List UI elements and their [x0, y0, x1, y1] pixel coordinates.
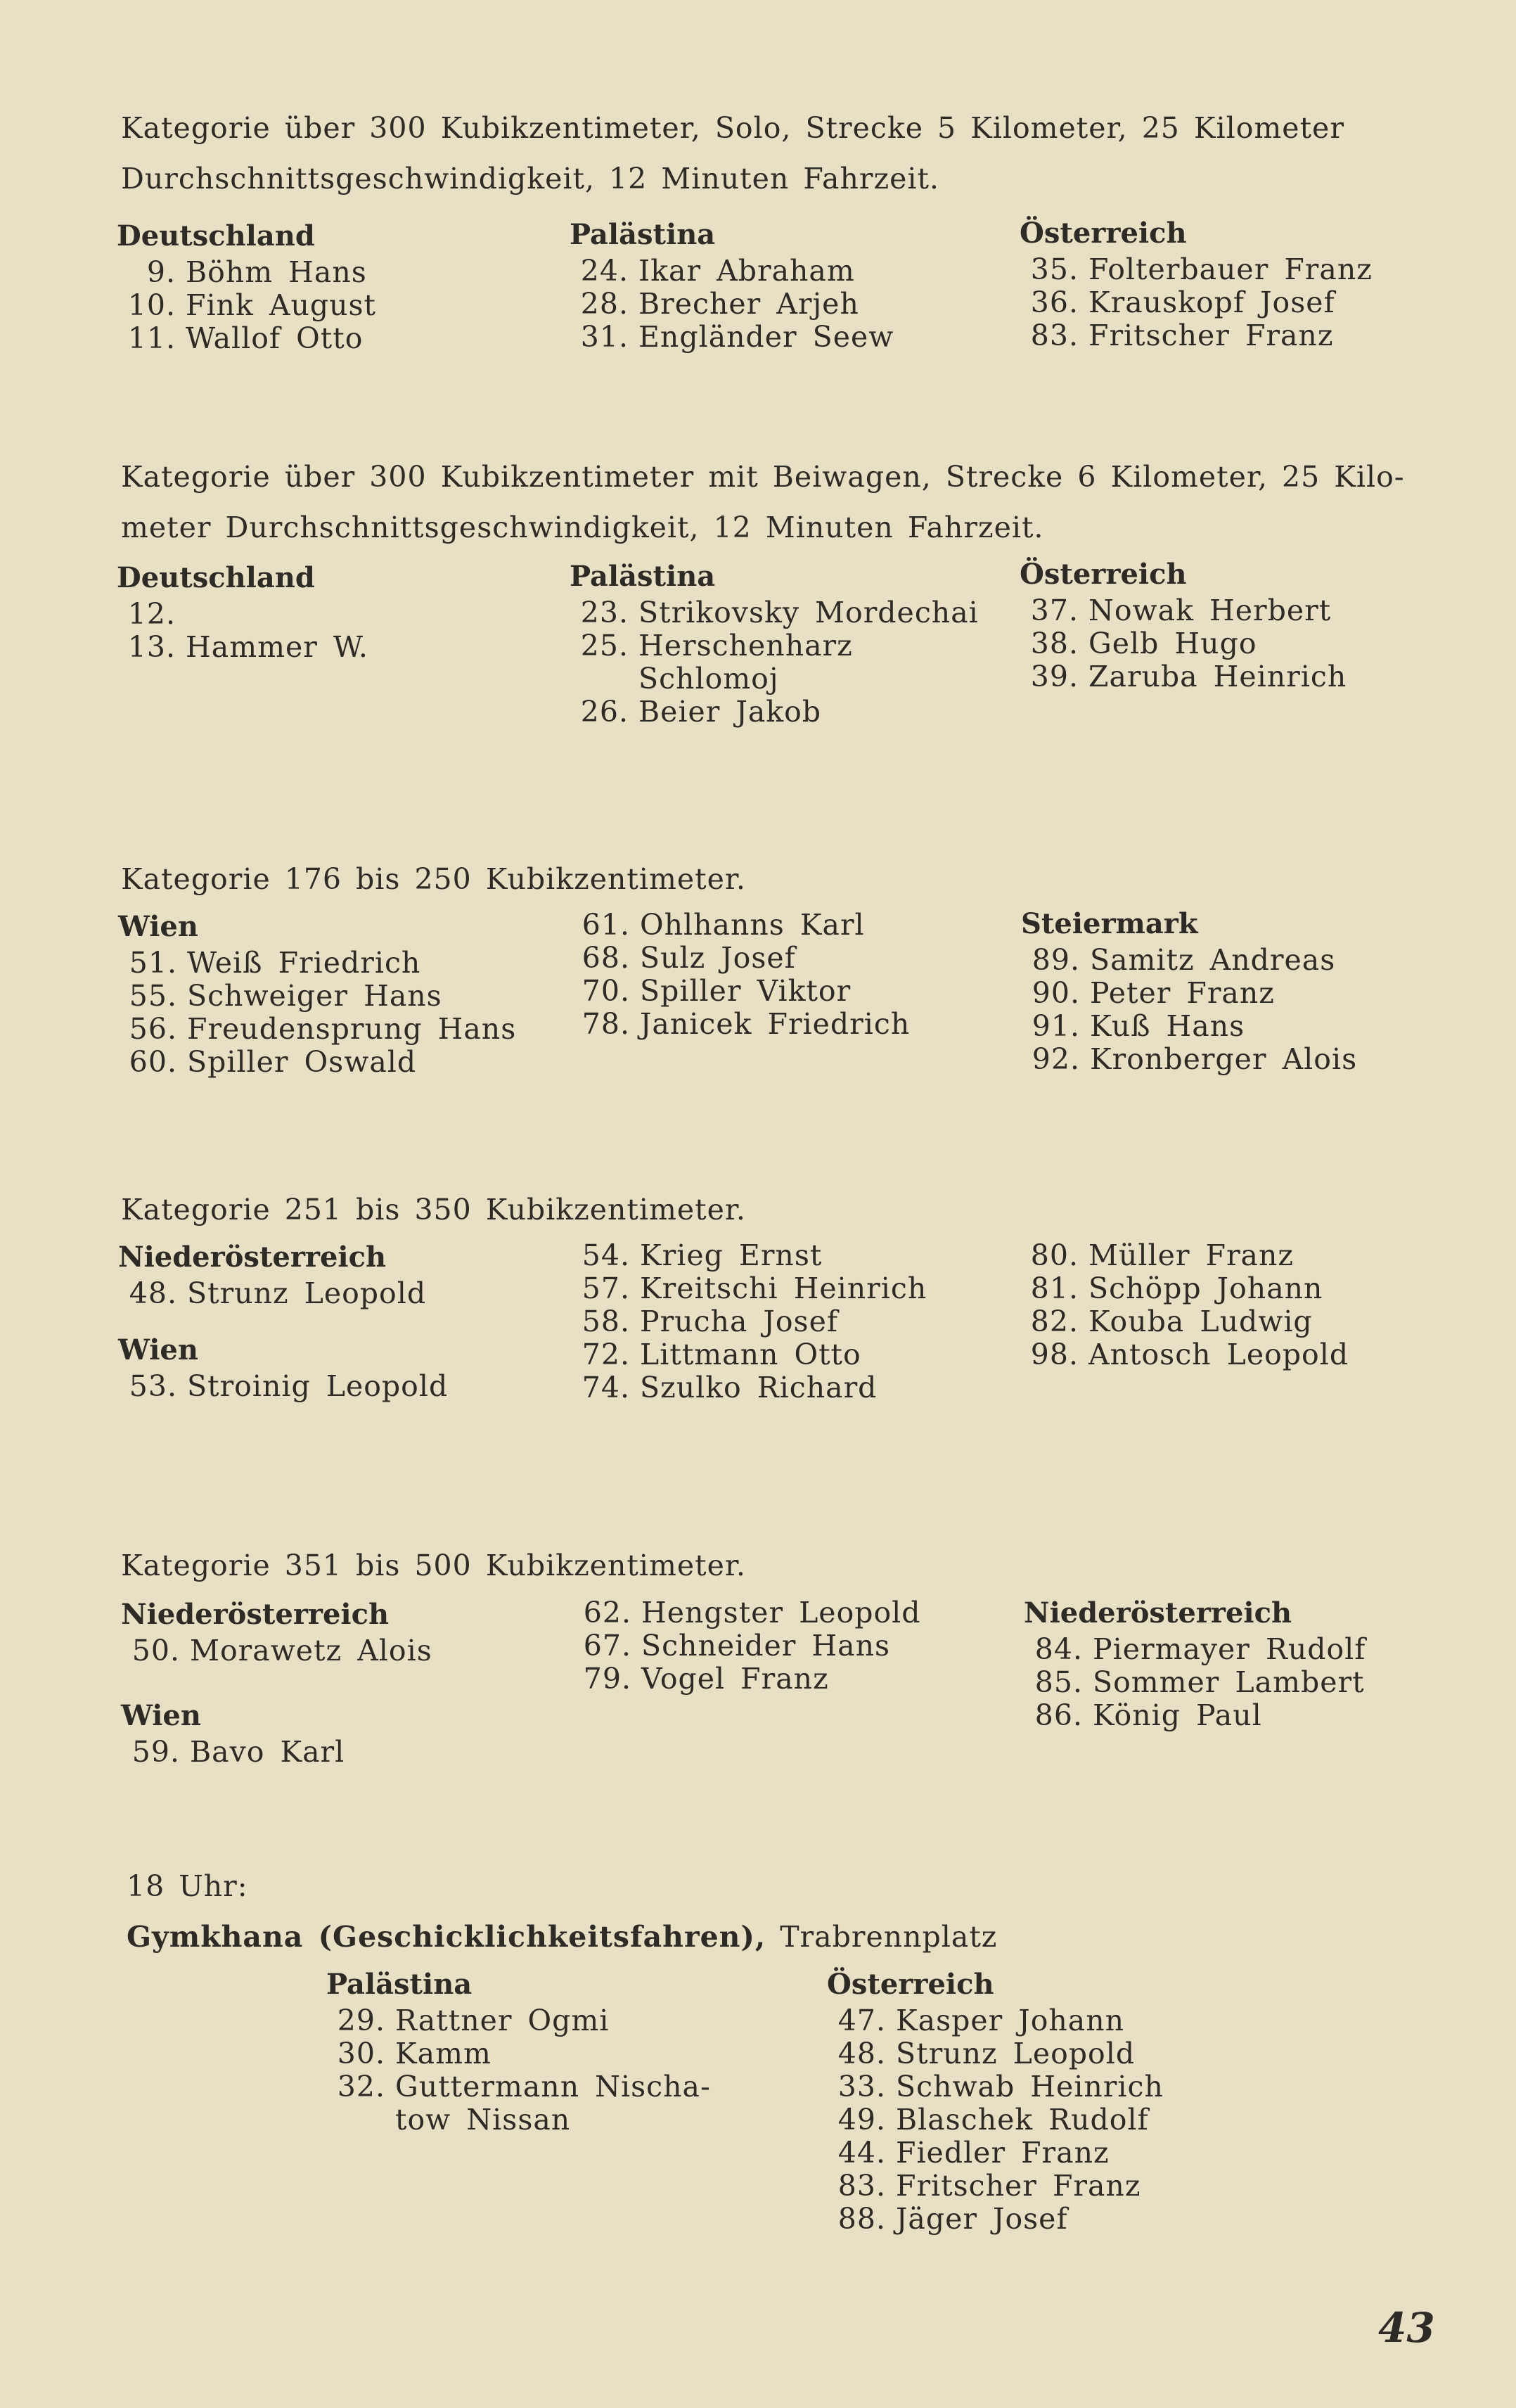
- start-number: 31.: [580, 320, 629, 354]
- entry-row: [326, 2037, 711, 2070]
- entry-row: [118, 1013, 516, 1046]
- entry-row: [1021, 1010, 1357, 1043]
- s3-col-2: [571, 909, 910, 1041]
- rider-name: König Paul: [1093, 1698, 1262, 1732]
- entry-row: [570, 288, 894, 321]
- rider-name: Kronberger Alois: [1090, 1042, 1358, 1076]
- s4-col-2: [571, 1239, 927, 1404]
- rider-name: Bavo Karl: [190, 1735, 345, 1769]
- start-number: 57.: [582, 1272, 630, 1305]
- entry-row: [1021, 1043, 1357, 1076]
- s6-col-1: [326, 1965, 711, 2137]
- entry-row: [1024, 1699, 1366, 1732]
- group-heading: Wien: [118, 1333, 198, 1366]
- start-number: 59.: [131, 1735, 180, 1769]
- entry-list: [1021, 944, 1357, 1076]
- s5-col-1a: [121, 1595, 432, 1667]
- entry-row: [570, 696, 979, 729]
- rider-name: Strikovsky Mordechai: [638, 596, 979, 629]
- section-3-line-1: Kategorie 176 bis 250 Kubikzentimeter.: [121, 862, 746, 896]
- start-number: 90.: [1032, 976, 1080, 1010]
- entry-list: [1020, 253, 1373, 352]
- start-number: 84.: [1034, 1632, 1083, 1666]
- rider-name-continued: tow Nissan: [395, 2103, 571, 2137]
- rider-name: Kasper Johann: [896, 2004, 1125, 2037]
- start-number: 78.: [582, 1007, 630, 1041]
- entry-row: [1020, 660, 1347, 693]
- rider-name: Piermayer Rudolf: [1093, 1632, 1366, 1666]
- section-1-line-2: Durchschnittsgeschwindigkeit, 12 Minuten Fahrzeit.: [121, 162, 939, 196]
- entry-row: [1020, 627, 1347, 660]
- group-heading: Palästina: [570, 560, 716, 593]
- start-number: 37.: [1030, 594, 1079, 627]
- entry-list: [572, 1596, 921, 1696]
- start-number: 81.: [1030, 1272, 1079, 1305]
- rider-name: Littmann Otto: [640, 1338, 861, 1371]
- rider-name: Janicek Friedrich: [640, 1007, 911, 1041]
- entry-row: [1020, 1338, 1349, 1371]
- entry-row: [572, 1596, 921, 1629]
- start-number: 62.: [583, 1596, 631, 1629]
- rider-name: Kuß Hans: [1090, 1009, 1245, 1043]
- entry-row: [117, 322, 376, 355]
- rider-name: Spiller Oswald: [187, 1045, 417, 1079]
- start-number: 29.: [337, 2004, 385, 2037]
- entry-row: [1020, 286, 1373, 319]
- start-number: 35.: [1030, 252, 1079, 286]
- rider-name: Stroinig Leopold: [187, 1369, 449, 1403]
- entry-row: [117, 289, 376, 322]
- rider-name: Blaschek Rudolf: [896, 2103, 1149, 2137]
- start-number: 28.: [580, 287, 629, 321]
- entry-row: [1020, 319, 1373, 352]
- start-number: 39.: [1030, 660, 1079, 693]
- entry-row: [1021, 944, 1357, 977]
- entry-row: [326, 2004, 711, 2037]
- rider-name: Rattner Ogmi: [395, 2004, 610, 2037]
- entry-row: [118, 1277, 426, 1310]
- s3-col-1: [118, 907, 516, 1079]
- start-number: 11.: [127, 321, 176, 355]
- start-number: 88.: [837, 2202, 886, 2236]
- start-number: 9.: [146, 255, 176, 289]
- start-number: 86.: [1034, 1698, 1083, 1732]
- group-heading: Österreich: [1020, 558, 1187, 591]
- section-5-intro: [121, 1540, 746, 1591]
- entry-row: [118, 1046, 516, 1079]
- s3-col-3: [1021, 904, 1357, 1076]
- group-heading: Deutschland: [117, 219, 315, 252]
- start-number: 68.: [582, 941, 630, 975]
- s1-col-2: [570, 215, 894, 354]
- rider-name: Spiller Viktor: [640, 974, 852, 1008]
- start-number: 89.: [1032, 943, 1080, 977]
- start-number: 26.: [580, 695, 629, 729]
- entry-list: [1020, 1239, 1349, 1371]
- entry-row: [326, 2070, 711, 2137]
- entry-row: [1020, 253, 1373, 286]
- rider-name: Nowak Herbert: [1088, 594, 1332, 627]
- start-number: 24.: [580, 254, 629, 288]
- rider-name: Morawetz Alois: [190, 1634, 432, 1667]
- group-heading: Deutschland: [117, 561, 315, 594]
- start-number: 33.: [837, 2070, 886, 2103]
- entry-row: [571, 1338, 927, 1371]
- entry-row: [121, 1736, 345, 1769]
- entry-list: [570, 255, 894, 354]
- start-number: 36.: [1030, 286, 1079, 319]
- entry-row: [571, 1305, 927, 1338]
- rider-name: Ikar Abraham: [638, 254, 855, 288]
- start-number: 91.: [1032, 1009, 1080, 1043]
- rider-name: Peter Franz: [1090, 976, 1275, 1010]
- entry-row: [118, 947, 516, 980]
- rider-name: Engländer Seew: [638, 320, 894, 354]
- start-number: 38.: [1030, 627, 1079, 660]
- group-heading: Österreich: [1020, 217, 1187, 250]
- entry-list: [118, 1277, 426, 1310]
- start-number: 48.: [129, 1276, 177, 1310]
- rider-name: Schneider Hans: [641, 1629, 891, 1663]
- start-number: 23.: [580, 596, 629, 629]
- start-number: 32.: [337, 2070, 385, 2103]
- section-4-line-1: Kategorie 251 bis 350 Kubikzentimeter.: [121, 1193, 746, 1227]
- start-number: 98.: [1030, 1338, 1079, 1371]
- rider-name: Prucha Josef: [640, 1305, 839, 1338]
- start-number: 56.: [129, 1012, 177, 1046]
- rider-name: Schweiger Hans: [187, 979, 442, 1013]
- rider-name: Fritscher Franz: [896, 2169, 1141, 2203]
- s1-col-3: [1020, 214, 1373, 352]
- entry-row: [1021, 977, 1357, 1010]
- rider-name: Schwab Heinrich: [896, 2070, 1164, 2103]
- rider-name: Wallof Otto: [186, 321, 364, 355]
- rider-name: Guttermann Nischa-: [395, 2070, 711, 2103]
- entry-row: [571, 942, 910, 975]
- group-heading: Wien: [121, 1699, 201, 1732]
- entry-row: [571, 975, 910, 1008]
- entry-row: [827, 2203, 1164, 2236]
- section-6-title: [127, 1911, 997, 1962]
- start-number: 61.: [582, 908, 630, 942]
- group-heading: Palästina: [326, 1968, 473, 2001]
- group-heading: Steiermark: [1021, 907, 1198, 940]
- start-number: 70.: [582, 974, 630, 1008]
- rider-name: Weiß Friedrich: [187, 946, 421, 980]
- entry-row: [1020, 1272, 1349, 1305]
- section-4-intro: [121, 1184, 746, 1235]
- entry-row: [827, 2103, 1164, 2137]
- start-number: 25.: [580, 629, 629, 662]
- group-heading: Niederösterreich: [121, 1598, 390, 1631]
- entry-list: [121, 1634, 432, 1667]
- rider-name: Fink August: [186, 288, 377, 322]
- entry-row: [827, 2070, 1164, 2103]
- start-number: 85.: [1034, 1665, 1083, 1699]
- s5-col-1b: [121, 1696, 345, 1769]
- start-number: 13.: [127, 630, 176, 664]
- start-number: 55.: [129, 979, 177, 1013]
- entry-row: [570, 321, 894, 354]
- entry-row: [827, 2170, 1164, 2203]
- rider-name: Böhm Hans: [186, 255, 367, 289]
- start-number: 80.: [1030, 1238, 1079, 1272]
- section-2-intro: [121, 452, 1405, 553]
- rider-name: Vogel Franz: [641, 1662, 829, 1696]
- s4-col-3: [1020, 1239, 1349, 1371]
- start-number: 53.: [129, 1369, 177, 1403]
- rider-name: Freudensprung Hans: [187, 1012, 517, 1046]
- start-number: 67.: [583, 1629, 631, 1663]
- start-number: 47.: [837, 2004, 886, 2037]
- entry-list: [117, 256, 376, 355]
- rider-name: Müller Franz: [1088, 1238, 1295, 1272]
- entry-list: [571, 1239, 927, 1404]
- rider-name: Hengster Leopold: [641, 1596, 921, 1629]
- rider-name: Sulz Josef: [640, 941, 796, 975]
- start-number: 79.: [583, 1662, 631, 1696]
- s1-col-1: [117, 217, 376, 355]
- rider-name: Szulko Richard: [640, 1371, 878, 1404]
- start-number: 92.: [1032, 1042, 1080, 1076]
- entry-row: [117, 256, 376, 289]
- section-2-line-1: Kategorie über 300 Kubikzentimeter mit Beiwagen, Strecke 6 Kilometer, 25 Kilo-: [121, 460, 1405, 494]
- s2-col-3: [1020, 555, 1347, 693]
- s6-col-2: [827, 1965, 1164, 2236]
- rider-name: Kreitschi Heinrich: [640, 1272, 927, 1305]
- start-number: 50.: [131, 1634, 180, 1667]
- entry-list: [326, 2004, 711, 2137]
- s4-col-1a: [118, 1238, 426, 1310]
- entry-list: [1024, 1633, 1366, 1732]
- entry-row: [571, 909, 910, 942]
- group-heading: Niederösterreich: [118, 1241, 387, 1274]
- rider-name: Hammer W.: [186, 630, 368, 664]
- entry-row: [827, 2137, 1164, 2170]
- start-number: 72.: [582, 1338, 630, 1371]
- entry-row: [1020, 1239, 1349, 1272]
- rider-name: Gelb Hugo: [1088, 627, 1257, 660]
- start-number: 49.: [837, 2103, 886, 2137]
- start-number: 83.: [837, 2169, 886, 2203]
- s4-col-1b: [118, 1331, 448, 1403]
- entry-row: [827, 2004, 1164, 2037]
- group-heading: Niederösterreich: [1024, 1596, 1292, 1629]
- entry-row: [571, 1371, 927, 1404]
- start-number: 10.: [127, 288, 176, 322]
- entry-row: [1020, 1305, 1349, 1338]
- entry-row: [117, 598, 368, 631]
- section-6-time: [127, 1861, 248, 1911]
- entry-row: [827, 2037, 1164, 2070]
- section-3-intro: [121, 854, 746, 904]
- entry-list: [121, 1736, 345, 1769]
- rider-name: Krauskopf Josef: [1088, 286, 1335, 319]
- entry-row: [570, 629, 979, 696]
- rider-name: Sommer Lambert: [1093, 1665, 1365, 1699]
- rider-name: Strunz Leopold: [896, 2037, 1136, 2070]
- s2-col-1: [117, 558, 368, 664]
- entry-row: [572, 1629, 921, 1663]
- start-number: 44.: [837, 2136, 886, 2170]
- entry-row: [1024, 1633, 1366, 1666]
- entry-list: [117, 598, 368, 664]
- start-number: 58.: [582, 1305, 630, 1338]
- entry-list: [570, 596, 979, 729]
- entry-row: [117, 631, 368, 664]
- start-number: 74.: [582, 1371, 630, 1404]
- rider-name: Antosch Leopold: [1088, 1338, 1349, 1371]
- section-5-line-1: Kategorie 351 bis 500 Kubikzentimeter.: [121, 1549, 746, 1582]
- entry-list: [118, 947, 516, 1079]
- entry-row: [571, 1239, 927, 1272]
- section-1-intro: [121, 103, 1344, 204]
- section-1-line-1: Kategorie über 300 Kubikzentimeter, Solo, Strecke 5 Kilometer, 25 Kilometer: [121, 111, 1344, 145]
- entry-row: [570, 255, 894, 288]
- section-2-line-2: meter Durchschnittsgeschwindigkeit, 12 Minuten Fahrzeit.: [121, 511, 1044, 544]
- rider-name: Jäger Josef: [896, 2202, 1068, 2236]
- entry-list: [571, 909, 910, 1041]
- rider-name: Samitz Andreas: [1090, 943, 1336, 977]
- rider-name: Fritscher Franz: [1088, 319, 1334, 352]
- gymkhana-location: Trabrennplatz: [780, 1920, 998, 1954]
- rider-name: Beier Jakob: [638, 695, 822, 729]
- start-number: 60.: [129, 1045, 177, 1079]
- start-number: 12.: [127, 597, 176, 631]
- entry-row: [118, 1370, 448, 1403]
- rider-name: Ohlhanns Karl: [640, 908, 865, 942]
- s2-col-2: [570, 557, 979, 729]
- rider-name: Fiedler Franz: [896, 2136, 1110, 2170]
- rider-name: Brecher Arjeh: [638, 287, 859, 321]
- entry-row: [570, 596, 979, 629]
- start-number: 48.: [837, 2037, 886, 2070]
- entry-list: [1020, 594, 1347, 693]
- rider-name: Strunz Leopold: [187, 1276, 427, 1310]
- start-number: 82.: [1030, 1305, 1079, 1338]
- entry-row: [118, 980, 516, 1013]
- rider-name: Folterbauer Franz: [1088, 252, 1373, 286]
- entry-row: [571, 1008, 910, 1041]
- entry-row: [572, 1663, 921, 1696]
- start-number: 54.: [582, 1238, 630, 1272]
- gymkhana-title: Gymkhana (Geschicklichkeitsfahren),: [127, 1920, 766, 1954]
- start-number: 51.: [129, 946, 177, 980]
- start-number: 83.: [1030, 319, 1079, 352]
- s5-col-2: [572, 1596, 921, 1696]
- entry-row: [121, 1634, 432, 1667]
- rider-name: Herschenharz: [638, 629, 853, 662]
- rider-name: Krieg Ernst: [640, 1238, 823, 1272]
- entry-list: [118, 1370, 448, 1403]
- entry-row: [1024, 1666, 1366, 1699]
- group-heading: Palästina: [570, 218, 716, 251]
- rider-name: Schöpp Johann: [1088, 1272, 1323, 1305]
- section-6-time-text: 18 Uhr:: [127, 1869, 248, 1903]
- rider-name: Kouba Ludwig: [1088, 1305, 1313, 1338]
- group-heading: Österreich: [827, 1968, 994, 2001]
- group-heading: Wien: [118, 910, 198, 943]
- rider-name-continued: Schlomoj: [638, 662, 779, 696]
- entry-list: [827, 2004, 1164, 2236]
- entry-row: [1020, 594, 1347, 627]
- s5-col-3: [1024, 1594, 1366, 1732]
- rider-name: Zaruba Heinrich: [1088, 660, 1347, 693]
- rider-name: Kamm: [395, 2037, 492, 2070]
- page-number: 43: [1378, 2304, 1435, 2352]
- start-number: 30.: [337, 2037, 385, 2070]
- entry-row: [571, 1272, 927, 1305]
